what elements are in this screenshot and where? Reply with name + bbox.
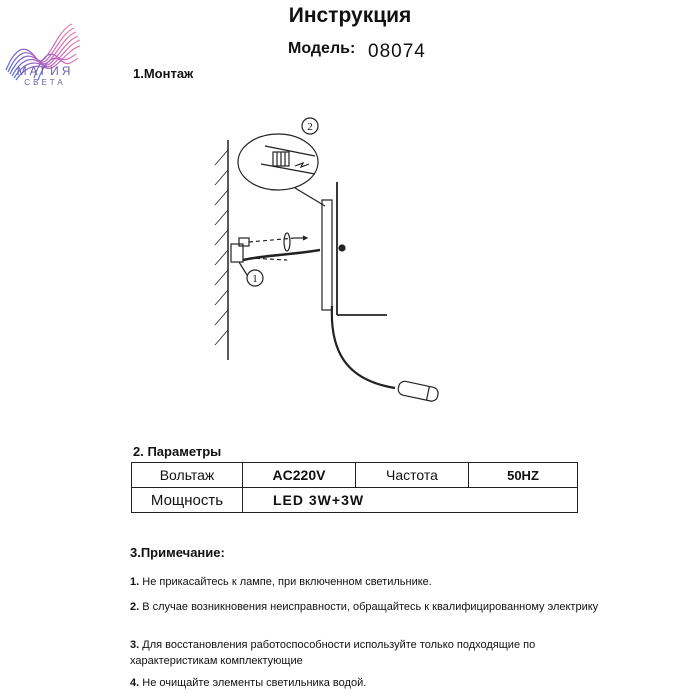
note-item	[130, 574, 610, 590]
notes-heading: 3.Примечание:	[130, 545, 225, 560]
note-number: 2.	[130, 601, 140, 613]
table-row	[132, 488, 578, 513]
frequency-value: 50HZ	[469, 463, 578, 488]
voltage-label: Вольтаж	[132, 463, 243, 488]
mounting-bracket	[231, 244, 243, 262]
parameters-heading: 2. Параметры	[133, 444, 222, 459]
model-label: Модель:	[288, 40, 356, 57]
backplate	[322, 200, 332, 310]
frequency-label: Частота	[356, 463, 469, 488]
note-text: Не очищайте элементы светильника водой.	[142, 677, 367, 689]
model-value: 08074	[368, 41, 426, 62]
mounting-diagram	[195, 110, 495, 430]
voltage-value: AC220V	[243, 463, 356, 488]
callout-1-label: 1	[252, 273, 258, 285]
power-label: Мощность	[132, 488, 243, 513]
power-value: LED 3W+3W	[243, 488, 578, 513]
screw-washer	[284, 233, 290, 251]
note-item	[130, 599, 610, 615]
logo-title: МАГИЯ	[16, 64, 74, 78]
lamp-head	[397, 380, 439, 402]
note-item	[130, 675, 610, 691]
wall-hatching	[215, 150, 228, 345]
note-number: 1.	[130, 576, 140, 588]
callout-2-label: 2	[307, 121, 313, 133]
note-number: 3.	[130, 639, 140, 651]
note-text: Не прикасайтесь к лампе, при включенном светильнике.	[142, 576, 432, 588]
note-text: В случае возникновения неисправности, обращайтесь к квалифицированному электрику	[142, 601, 599, 613]
detail-circle	[238, 134, 318, 190]
mounting-heading: 1.Монтаж	[133, 66, 194, 81]
table-row	[132, 463, 578, 488]
logo-subtitle: СВЕТА	[24, 78, 66, 87]
parameters-table	[131, 462, 578, 513]
page-title: Инструкция	[288, 4, 412, 27]
note-text: Для восстановления работоспособности используйте только подходящие по характеристикам комплектующие	[130, 639, 536, 667]
flexible-arm	[332, 306, 395, 388]
note-number: 4.	[130, 677, 140, 689]
note-item	[130, 637, 610, 669]
